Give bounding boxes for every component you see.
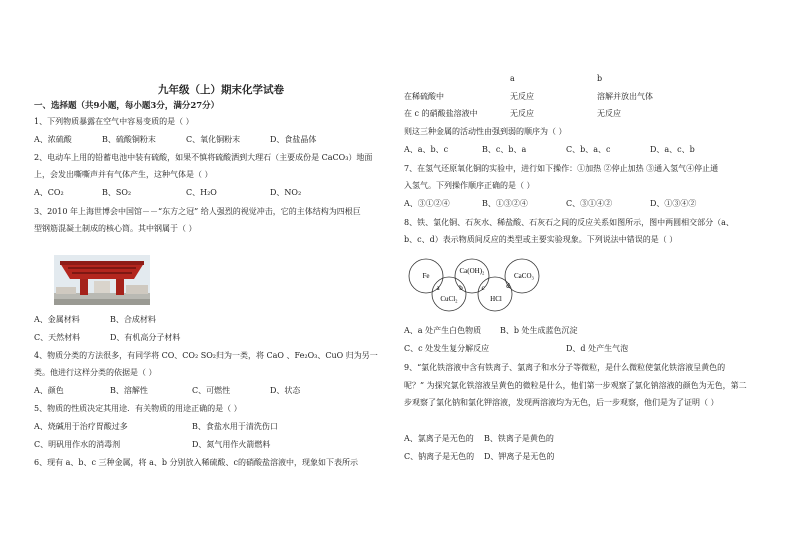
q3-stem-line1: 3、2010 年上海世博会中国馆－－“东方之冠” 给人强烈的视觉冲击，它的主体结构为四根巨 [34, 207, 361, 216]
q5-option-a: A、烧碱用于治疗胃酸过多 [34, 422, 128, 431]
q7-option-b: B、①③②④ [482, 199, 528, 208]
q7-option-a: A、③①②④ [404, 199, 450, 208]
mark-c: c [481, 284, 485, 292]
q9-option-b: B、铁离子是黄色的 [484, 434, 554, 443]
q8-option-d: D、d 处产生气泡 [566, 344, 629, 353]
q8-option-b: B、b 处生成蓝色沉淀 [500, 326, 578, 335]
q2-option-b: B、SO₂ [102, 188, 132, 197]
q3-option-d: D、有机高分子材料 [110, 333, 181, 342]
q7-option-c: C、③①④② [566, 199, 613, 208]
q8-stem-line2: b、c、d）表示物质间反应的类型或主要实验现象。下列说法中错误的是（ ） [404, 235, 678, 244]
q4-option-c: C、可燃性 [192, 386, 231, 395]
mark-d: d [506, 282, 510, 290]
q6-table-head-b: b [597, 74, 603, 83]
q7-stem-line2: 入氢气。下列操作顺序正确的是（ ） [404, 181, 535, 190]
q4-option-d: D、状态 [270, 386, 301, 395]
q6-table-row1-b: 溶解并放出气体 [597, 92, 653, 101]
circle-cucl2 [432, 277, 466, 311]
q1-stem: 1、下列物质暴露在空气中容易变质的是（ ） [34, 117, 194, 126]
q7-stem-line1: 7、在氢气还原氧化铜的实验中，进行如下操作：①加热 ②停止加热 ③通入氢气④停止通 [404, 164, 719, 173]
q6-option-c: C、b、a、c [566, 145, 611, 154]
q9-option-d: D、钾离子是无色的 [484, 452, 555, 461]
q8-option-c: C、c 处发生复分解反应 [404, 344, 490, 353]
pavilion-illustration [54, 255, 150, 305]
q6-stem-line2: 则这三种金属的活动性由强到弱的顺序为（ ） [404, 127, 567, 136]
q2-option-a: A、CO₂ [34, 188, 64, 197]
q6-table-row2-label: 在 c 的硝酸盐溶液中 [404, 109, 478, 118]
q6-stem: 6、现有 a、b、c 三种金属，将 a、b 分别放入稀硫酸、c的硝酸盐溶液中，现象如下表所示 [34, 458, 359, 467]
q2-stem-line2: 上，会发出嘶嘶声并有气体产生，这种气体是（ ） [34, 170, 213, 179]
label-hcl: HCl [490, 295, 502, 303]
q5-stem: 5、物质的性质决定其用途．有关物质的用途正确的是（ ） [34, 404, 242, 413]
q6-table-row1-a: 无反应 [510, 92, 534, 101]
label-fe: Fe [422, 272, 430, 280]
q6-option-b: B、c、b、a [482, 145, 527, 154]
q8-stem-line1: 8、铁、氯化铜、石灰水、稀盐酸、石灰石之间的反应关系如图所示，图中两圆相交部分（a、 [404, 218, 734, 227]
q4-stem-line2: 类。他进行这样分类的依据是（ ） [34, 368, 157, 377]
q7-option-d: D、①③④② [650, 199, 697, 208]
q9-stem-line2: 呢？” 为探究氯化铁溶液呈黄色的微粒是什么，他们第一步观察了氯化钠溶液的颜色为无色，第二 [404, 381, 747, 390]
mark-b: b [459, 284, 463, 292]
label-caoh2: Ca(OH)₂ [459, 267, 485, 275]
q2-option-d: D、NO₂ [270, 188, 302, 197]
reaction-diagram [404, 256, 554, 312]
label-caco3: CaCO₃ [514, 272, 534, 280]
q3-option-b: B、合成材料 [110, 315, 156, 324]
q6-option-a: A、a、b、c [404, 145, 449, 154]
label-cucl2: CuCl₂ [440, 295, 458, 303]
q2-stem-line1: 2、电动车上用的铅蓄电池中装有硫酸，如果不慎将硫酸洒到大理石（主要成份是 CaCO₃）地面 [34, 153, 373, 162]
q8-option-a: A、a 处产生白色物质 [404, 326, 482, 335]
q9-stem-line3: 步观察了氯化钠和氯化钾溶液，发现两溶液均为无色，后一步观察，他们是为了证明（ ） [404, 398, 719, 407]
q3-stem-line2: 型钢筋混凝土制成的核心筒。其中钢属于（ ） [34, 224, 197, 233]
q9-option-a: A、氯离子是无色的 [404, 434, 474, 443]
q5-option-c: C、明矾用作水的消毒剂 [34, 440, 121, 449]
q3-option-a: A、金属材料 [34, 315, 80, 324]
q4-option-b: B、溶解性 [110, 386, 148, 395]
exam-title: 九年级（上）期末化学试卷 [158, 84, 284, 96]
q4-stem-line1: 4、物质分类的方法很多，有同学将 CO、CO₂ SO₂归为一类，将 CaO 、Fe₂O₃、CuO 归为另一 [34, 351, 378, 360]
q2-option-c: C、H₂O [186, 188, 217, 197]
section-heading: 一、选择题（共9小题，每小题3分，满分27分） [34, 101, 220, 111]
china-pavilion-photo [54, 255, 150, 305]
q1-option-a: A、浓硫酸 [34, 135, 72, 144]
q9-option-c: C、钠离子是无色的 [404, 452, 475, 461]
q5-option-b: B、食盐水用于清洗伤口 [192, 422, 278, 431]
q3-option-c: C、天然材料 [34, 333, 81, 342]
mark-a: a [436, 284, 440, 292]
q6-table-head-a: a [510, 74, 515, 83]
q5-option-d: D、氮气用作火箭燃料 [192, 440, 271, 449]
q9-stem-line1: 9、“氯化铁溶液中含有铁离子、氯离子和水分子等微粒，是什么微粒使氯化铁溶液呈黄色的 [404, 363, 726, 372]
q6-table-row2-a: 无反应 [510, 109, 534, 118]
q6-option-d: D、a、c、b [650, 145, 695, 154]
q6-table-row1-label: 在稀硫酸中 [404, 92, 444, 101]
q4-option-a: A、颜色 [34, 386, 64, 395]
q6-table-row2-b: 无反应 [597, 109, 621, 118]
q1-option-c: C、氧化铜粉末 [186, 135, 241, 144]
q1-option-d: D、食盐晶体 [270, 135, 317, 144]
q1-option-b: B、硫酸铜粉末 [102, 135, 156, 144]
